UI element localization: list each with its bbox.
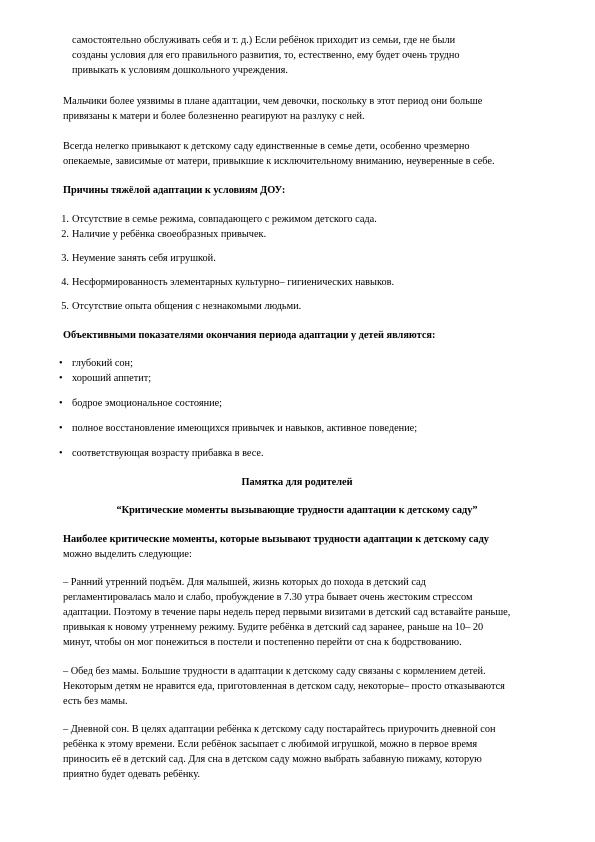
morning-paragraph: [63, 575, 543, 650]
nap-paragraph: [63, 722, 543, 782]
list-text: Наличие у ребёнка своеобразных привычек.: [72, 229, 267, 240]
only-child-paragraph: [63, 139, 543, 169]
text-line-emphasis: Наиболее критические моменты, которые вызывают трудности адаптации к детскому саду: [63, 534, 489, 545]
text-line: привыкать к условиям дошкольного учреждения.: [72, 65, 288, 76]
list-number: 5.: [61, 301, 69, 312]
text-line: [63, 532, 543, 547]
text-line: адаптации. Поэтому в течение пары недель перед первыми визитами в детский сад вставайте раньше,: [63, 607, 511, 618]
bullet-text: глубокий сон;: [72, 358, 133, 369]
text-line: можно выделить следующие:: [63, 549, 192, 560]
bullet-icon: •: [59, 373, 63, 384]
boys-paragraph: [63, 94, 543, 124]
text-line: приносить её в детский сад. Для сна в детском саду можно выбрать забавную пижаму, которую: [63, 754, 482, 765]
text-line: есть без мамы.: [63, 696, 128, 707]
critical-paragraph: [63, 532, 543, 562]
bullet-text: хороший аппетит;: [72, 373, 152, 384]
text-line: Некоторым детям не нравится еда, приготовленная в детском саду, некоторые– просто отказываются: [63, 681, 505, 692]
bullet-text: бодрое эмоциональное состояние;: [72, 398, 223, 409]
text-line: привязаны к матери и более болезненно реагируют на разлуку с ней.: [63, 111, 365, 122]
list-text: Неумение занять себя игрушкой.: [72, 253, 216, 264]
text-line: Всегда нелегко привыкают к детскому саду единственные в семье дети, особенно чрезмерно: [63, 141, 470, 152]
list-number: 2.: [61, 229, 69, 240]
intro-paragraph: [72, 33, 536, 78]
bullet-icon: •: [59, 423, 63, 434]
list-text: Отсутствие в семье режима, совпадающего с режимом детского сада.: [72, 214, 377, 225]
list-text: Несформированность элементарных культурно– гигиенических навыков.: [72, 277, 395, 288]
memo-subtitle: “Критические моменты вызывающие трудности адаптации к детскому саду”: [116, 505, 478, 516]
bullet-text: полное восстановление имеющихся привычек и навыков, активное поведение;: [72, 423, 418, 434]
causes-heading: Причины тяжёлой адаптации к условиям ДОУ:: [63, 185, 286, 196]
lunch-paragraph: [63, 664, 543, 709]
indicators-heading: Объективными показателями окончания периода адаптации у детей являются:: [63, 330, 436, 341]
bullet-icon: •: [59, 358, 63, 369]
text-line: регламентировалась мало и слабо, пробуждение в 7.30 утра бывает очень жестоким стрессом: [63, 592, 473, 603]
list-text: Отсутствие опыта общения с незнакомыми людьми.: [72, 301, 302, 312]
list-number: 3.: [61, 253, 69, 264]
text-line: – Обед без мамы. Большие трудности в адаптации к детскому саду связаны с кормлением детей.: [63, 666, 486, 677]
list-number: 1.: [61, 214, 69, 225]
list-number: 4.: [61, 277, 69, 288]
text-line: опекаемые, зависимые от матери, привыкшие к исключительному вниманию, неуверенные в себе.: [63, 156, 495, 167]
text-line: самостоятельно обслуживать себя и т. д.) Если ребёнок приходит из семьи, где не были: [72, 35, 456, 46]
text-line: Мальчики более уязвимы в плане адаптации, чем девочки, поскольку в этот период они больше: [63, 96, 483, 107]
text-line: минут, чтобы он мог понежиться в постели и постепенно перейти от сна к бодрствованию.: [63, 637, 462, 648]
bullet-text: соответствующая возрасту прибавка в весе.: [72, 448, 264, 459]
bullet-icon: •: [59, 448, 63, 459]
text-line: – Дневной сон. В целях адаптации ребёнка к детскому саду постарайтесь приурочить дневной сон: [63, 724, 496, 735]
memo-title: Памятка для родителей: [241, 477, 353, 488]
text-line: созданы условия для его правильного развития, то, естественно, ему будет очень трудно: [72, 50, 460, 61]
text-line: приятно будет одевать ребёнку.: [63, 769, 200, 780]
text-line: – Ранний утренний подъём. Для малышей, жизнь которых до похода в детский сад: [63, 577, 426, 588]
text-line: привыкая к новому утреннему режиму. Будите ребёнка в детский сад заранее, раньше на 10– 20: [63, 622, 484, 633]
bullet-icon: •: [59, 398, 63, 409]
text-line: ребёнка к этому времени. Если ребёнок засыпает с любимой игрушкой, можно в первое время: [63, 739, 478, 750]
